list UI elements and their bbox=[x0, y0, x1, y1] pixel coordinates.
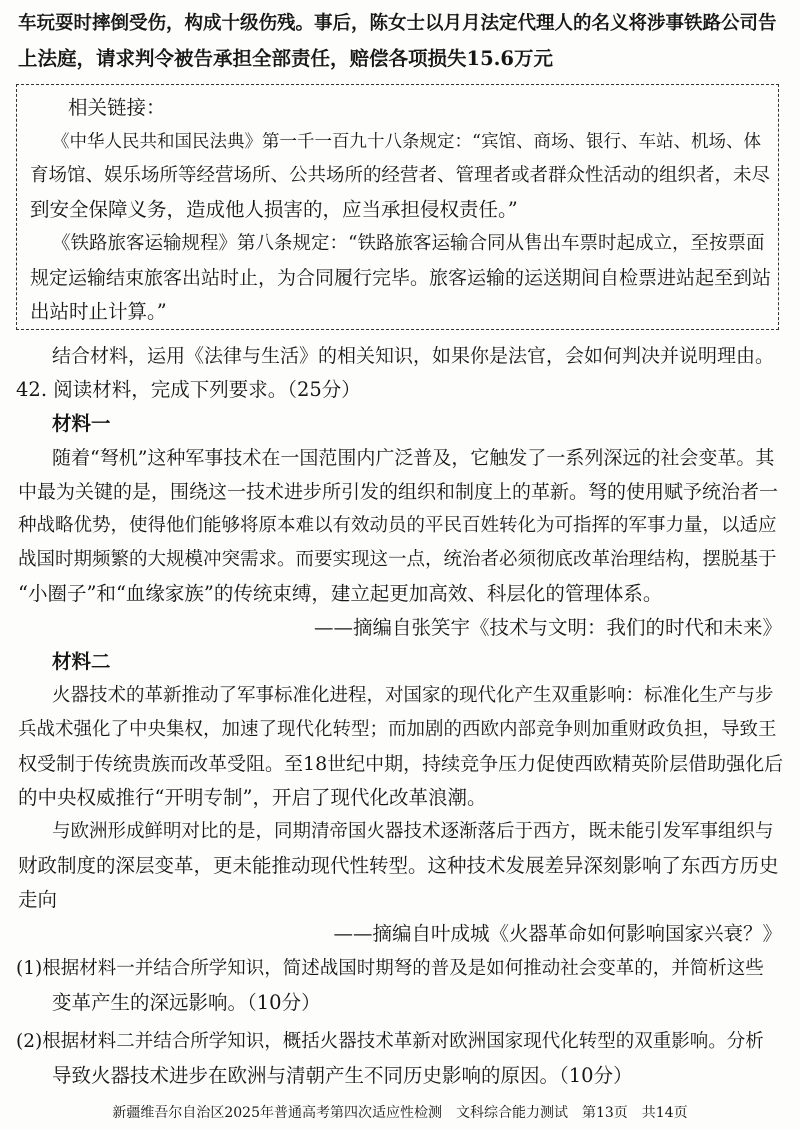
material1-title: 材料一 bbox=[52, 412, 111, 435]
material1-source: ——摘编自张笑宇《技术与文明：我们的时代和未来》 bbox=[313, 616, 782, 639]
material1-line-5: “小圈子”和“血缘家族”的传统束缚，建立起更加高效、科层化的管理体系。 bbox=[18, 582, 663, 605]
material1-line-3: 种战略优势，使得他们能够将原本难以有效动员的平民百姓转化为可指挥的军事力量，以适应 bbox=[18, 515, 777, 536]
question2-line-1: (2)根据材料二并结合所学知识，概括火器技术革新对欧洲国家现代化转型的双重影响。分析 bbox=[16, 1031, 764, 1052]
case-text-line-2: 上法庭，请求判令被告承担全部责任，赔偿各项损失15.6万元 bbox=[18, 47, 553, 70]
material2-source: ——摘编自叶成城《火器革命如何影响国家兴衰？》 bbox=[333, 922, 782, 945]
question1-line-2: 变革产生的深远影响。（10分） bbox=[52, 991, 321, 1014]
railway-rules-line-1: 《铁路旅客运输规程》第八条规定：“铁路旅客运输合同从售出车票时起成立，至按票面 bbox=[52, 233, 765, 254]
railway-rules-line-2: 规定运输结束旅客出站时止，为合同履行完毕。旅客运输的运送期间自检票进站起至到站 bbox=[30, 267, 772, 289]
related-links-heading: 相关链接： bbox=[68, 96, 166, 119]
civil-code-line-3: 到安全保障义务，造成他人损害的，应当承担侵权责任。” bbox=[30, 198, 518, 221]
material2-p1-line-4: 的中央权威推行“开明专制”，开启了现代化改革浪潮。 bbox=[18, 786, 487, 809]
railway-rules-line-3: 出站时止计算。” bbox=[30, 300, 167, 323]
page-footer: 新疆维吾尔自治区2025年普通高考第四次适应性检测 文科综合能力测试 第13页 共14页 bbox=[112, 1105, 688, 1121]
civil-code-line-1: 《中华人民共和国民法典》第一千一百九十八条规定：“宾馆、商场、银行、车站、机场、体 bbox=[52, 132, 761, 152]
material1-line-2: 中最为关键的是，围绕这一技术进步所引发的组织和制度上的革新。弩的使用赋予统治者一 bbox=[18, 481, 779, 503]
q41-prompt: 结合材料，运用《法律与生活》的相关知识，如果你是法官，会如何判决并说明理由。 bbox=[52, 345, 775, 367]
material2-p2-line-3: 走向 bbox=[18, 888, 58, 911]
civil-code-line-2: 育场馆、娱乐场所等经营场所、公共场所的经营者、管理者或者群众性活动的组织者，未尽 bbox=[30, 165, 771, 186]
material1-line-1: 随着“弩机”这种军事技术在一国范围内广泛普及，它触发了一系列深远的社会变革。其 bbox=[52, 447, 775, 469]
material2-p1-line-2: 兵战术强化了中央集权，加速了现代化转型；而加剧的西欧内部竞争则加重财政负担，导致王 bbox=[18, 719, 777, 740]
material2-title: 材料二 bbox=[52, 650, 111, 673]
question1-line-1: (1)根据材料一并结合所学知识，简述战国时期弩的普及是如何推动社会变革的，并简析这些 bbox=[16, 958, 764, 979]
material2-p2-line-2: 财政制度的深层变革，更未能推动现代性转型。这种技术发展差异深刻影响了东西方历史 bbox=[18, 854, 779, 877]
question2-line-2: 导致火器技术进步在欧洲与清朝产生不同历史影响的原因。（10分） bbox=[52, 1064, 633, 1087]
material2-p2-line-1: 与欧洲形成鲜明对比的是，同期清帝国火器技术逐渐落后于西方，既未能引发军事组织与 bbox=[52, 821, 774, 842]
material2-p1-line-3: 权受制于传统贵族而改革受阻。至18世纪中期，持续竞争压力促使西欧精英阶层借助强化后 bbox=[18, 753, 784, 775]
q42-header: 42. 阅读材料，完成下列要求。（25分） bbox=[16, 378, 361, 401]
case-text-line-1: 车玩耍时摔倒受伤，构成十级伤残。事后，陈女士以月月法定代理人的名义将涉事铁路公司告 bbox=[18, 13, 777, 34]
material2-p1-line-1: 火器技术的革新推动了军事标准化进程，对国家的现代化产生双重影响：标准化生产与步 bbox=[52, 685, 774, 706]
material1-line-4: 战国时期频繁的大规模冲突需求。而要实现这一点，统治者必须彻底改革治理结构，摆脱基于 bbox=[18, 549, 777, 570]
